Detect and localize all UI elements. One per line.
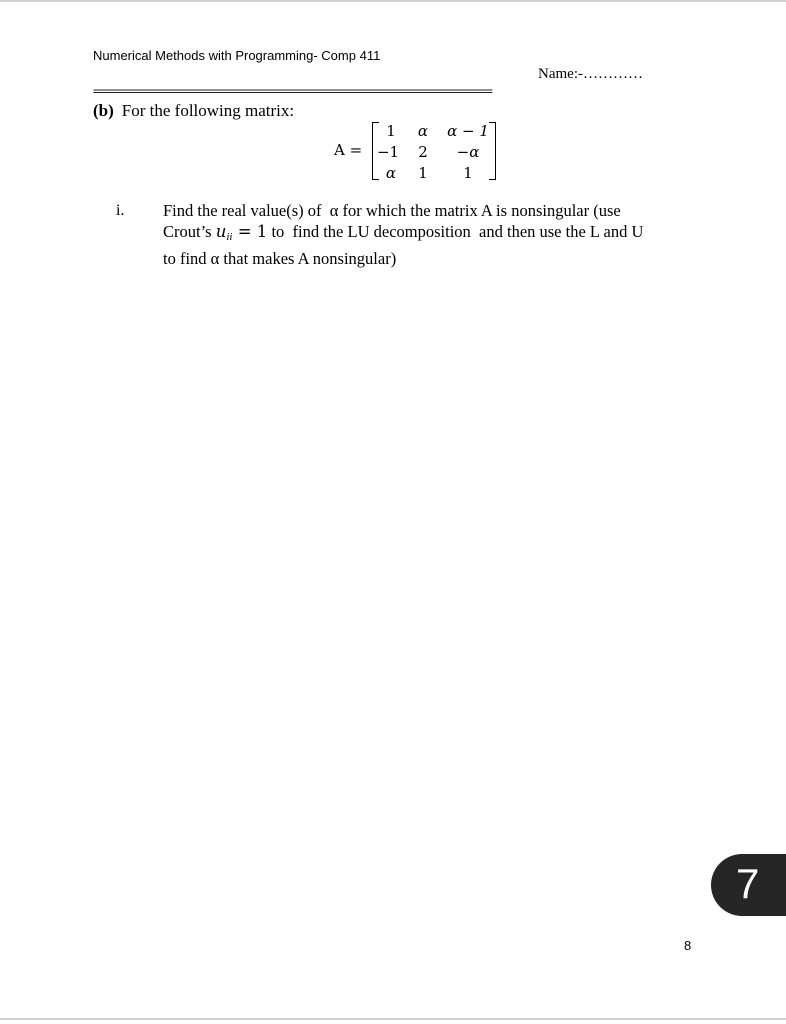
matrix-cell: 1 xyxy=(463,164,473,182)
item-text-fragment: to find the LU decomposition and then use the L and U xyxy=(267,222,644,241)
item-number: i. xyxy=(116,202,125,219)
part-label: (b) xyxy=(93,101,114,120)
matrix-cell: α xyxy=(417,122,429,140)
question-part-b xyxy=(93,101,294,121)
item-text-fragment: Crout’s xyxy=(163,222,216,241)
math-equation: = 1 xyxy=(232,222,268,241)
matrix-cell: 1 xyxy=(418,164,428,182)
course-title: Numerical Methods with Programming- Comp 411 xyxy=(93,48,381,63)
page-top-border xyxy=(0,0,786,2)
item-line xyxy=(163,221,703,248)
page-bottom-border xyxy=(0,1018,786,1020)
item-text xyxy=(163,200,703,269)
item-line: to find α that makes A nonsingular) xyxy=(163,249,397,268)
math-variable: u xyxy=(215,222,227,241)
item-line: Find the real value(s) of α for which the matrix A is nonsingular (use xyxy=(163,201,621,220)
name-field: Name:-………… xyxy=(538,66,643,82)
matrix-cell: α − 1 xyxy=(447,122,489,140)
matrix-cell: 2 xyxy=(418,143,428,161)
matrix-cell: 1 xyxy=(386,122,396,140)
separator-line: ========================================================================== xyxy=(93,86,492,98)
badge-number: 7 xyxy=(736,860,760,907)
part-text: For the following matrix: xyxy=(121,101,295,120)
matrix-cell: α xyxy=(385,164,397,182)
matrix-name: A = xyxy=(334,141,363,159)
page-number: 8 xyxy=(684,938,692,953)
matrix-cell: −1 xyxy=(376,143,400,161)
math-subscript: ii xyxy=(226,231,233,243)
matrix-cell: −α xyxy=(456,143,480,161)
